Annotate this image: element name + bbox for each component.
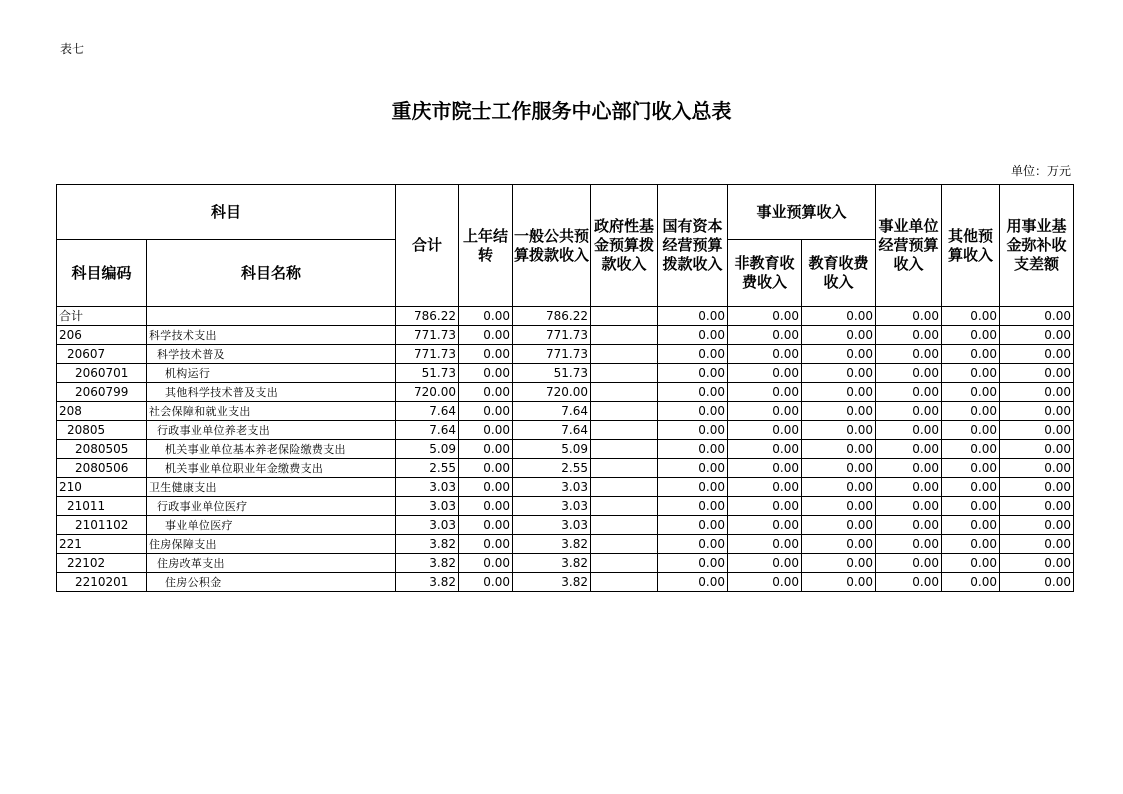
cell-carryover: 0.00: [459, 307, 513, 326]
cell-unit-op: 0.00: [876, 573, 942, 592]
cell-name: 住房公积金: [147, 573, 396, 592]
cell-code: 208: [57, 402, 147, 421]
page-title: 重庆市院士工作服务中心部门收入总表: [391, 99, 732, 123]
cell-name: [147, 307, 396, 326]
cell-carryover: 0.00: [459, 497, 513, 516]
cell-edu: 0.00: [802, 345, 876, 364]
cell-other: 0.00: [942, 497, 1000, 516]
cell-general: 5.09: [513, 440, 591, 459]
cell-edu: 0.00: [802, 364, 876, 383]
cell-general: 786.22: [513, 307, 591, 326]
cell-state: 0.00: [658, 326, 728, 345]
cell-fund: 0.00: [1000, 535, 1074, 554]
cell-other: 0.00: [942, 573, 1000, 592]
cell-carryover: 0.00: [459, 383, 513, 402]
cell-name: 机构运行: [147, 364, 396, 383]
cell-total: 3.82: [396, 573, 459, 592]
cell-edu: 0.00: [802, 326, 876, 345]
cell-other: 0.00: [942, 307, 1000, 326]
cell-gov: [591, 345, 658, 364]
cell-nonedu: 0.00: [728, 478, 802, 497]
cell-total: 786.22: [396, 307, 459, 326]
cell-gov: [591, 421, 658, 440]
cell-nonedu: 0.00: [728, 459, 802, 478]
table-row: [57, 440, 1074, 459]
header-subject: 科目: [57, 185, 396, 240]
cell-gov: [591, 383, 658, 402]
cell-carryover: 0.00: [459, 459, 513, 478]
cell-general: 3.82: [513, 573, 591, 592]
cell-nonedu: 0.00: [728, 497, 802, 516]
cell-unit-op: 0.00: [876, 364, 942, 383]
cell-nonedu: 0.00: [728, 326, 802, 345]
cell-general: 3.03: [513, 516, 591, 535]
cell-edu: 0.00: [802, 535, 876, 554]
cell-edu: 0.00: [802, 554, 876, 573]
cell-fund: 0.00: [1000, 573, 1074, 592]
cell-general: 7.64: [513, 402, 591, 421]
cell-gov: [591, 459, 658, 478]
cell-other: 0.00: [942, 554, 1000, 573]
table-row: [57, 307, 1074, 326]
cell-gov: [591, 516, 658, 535]
table-row: [57, 364, 1074, 383]
cell-other: 0.00: [942, 478, 1000, 497]
cell-state: 0.00: [658, 307, 728, 326]
cell-fund: 0.00: [1000, 345, 1074, 364]
header-gov-fund: 政府性基金预算拨款收入: [591, 185, 658, 307]
cell-nonedu: 0.00: [728, 345, 802, 364]
cell-carryover: 0.00: [459, 326, 513, 345]
cell-gov: [591, 364, 658, 383]
cell-edu: 0.00: [802, 516, 876, 535]
cell-carryover: 0.00: [459, 554, 513, 573]
cell-state: 0.00: [658, 535, 728, 554]
cell-gov: [591, 497, 658, 516]
table-row: [57, 554, 1074, 573]
cell-code: 2060701: [57, 364, 147, 383]
cell-total: 2.55: [396, 459, 459, 478]
table-row: [57, 535, 1074, 554]
cell-total: 771.73: [396, 326, 459, 345]
cell-fund: 0.00: [1000, 421, 1074, 440]
cell-state: 0.00: [658, 345, 728, 364]
cell-state: 0.00: [658, 497, 728, 516]
table-row: [57, 478, 1074, 497]
cell-carryover: 0.00: [459, 421, 513, 440]
table-body: [57, 307, 1074, 592]
cell-fund: 0.00: [1000, 383, 1074, 402]
cell-nonedu: 0.00: [728, 535, 802, 554]
cell-carryover: 0.00: [459, 573, 513, 592]
cell-name: 住房改革支出: [147, 554, 396, 573]
cell-carryover: 0.00: [459, 516, 513, 535]
cell-code: 2210201: [57, 573, 147, 592]
cell-carryover: 0.00: [459, 402, 513, 421]
cell-fund: 0.00: [1000, 497, 1074, 516]
cell-other: 0.00: [942, 383, 1000, 402]
header-business-budget: 事业预算收入: [728, 185, 876, 240]
cell-total: 3.03: [396, 497, 459, 516]
cell-general: 720.00: [513, 383, 591, 402]
table-row: [57, 402, 1074, 421]
cell-other: 0.00: [942, 440, 1000, 459]
cell-name: 行政事业单位医疗: [147, 497, 396, 516]
header-total: 合计: [396, 185, 459, 307]
cell-general: 771.73: [513, 345, 591, 364]
cell-other: 0.00: [942, 402, 1000, 421]
cell-name: 科学技术支出: [147, 326, 396, 345]
cell-nonedu: 0.00: [728, 440, 802, 459]
cell-general: 3.82: [513, 554, 591, 573]
cell-unit-op: 0.00: [876, 307, 942, 326]
cell-carryover: 0.00: [459, 440, 513, 459]
cell-total: 3.03: [396, 478, 459, 497]
cell-gov: [591, 326, 658, 345]
cell-state: 0.00: [658, 383, 728, 402]
cell-state: 0.00: [658, 554, 728, 573]
table-row: [57, 573, 1074, 592]
cell-gov: [591, 402, 658, 421]
cell-nonedu: 0.00: [728, 554, 802, 573]
cell-name: 事业单位医疗: [147, 516, 396, 535]
cell-code: 2101102: [57, 516, 147, 535]
cell-total: 771.73: [396, 345, 459, 364]
cell-name: 机关事业单位职业年金缴费支出: [147, 459, 396, 478]
cell-edu: 0.00: [802, 402, 876, 421]
cell-name: 行政事业单位养老支出: [147, 421, 396, 440]
cell-unit-op: 0.00: [876, 326, 942, 345]
cell-carryover: 0.00: [459, 478, 513, 497]
cell-unit-op: 0.00: [876, 497, 942, 516]
table-row: [57, 326, 1074, 345]
cell-name: 卫生健康支出: [147, 478, 396, 497]
cell-gov: [591, 573, 658, 592]
table-row: [57, 383, 1074, 402]
cell-code: 20805: [57, 421, 147, 440]
cell-total: 51.73: [396, 364, 459, 383]
cell-fund: 0.00: [1000, 440, 1074, 459]
header-carryover: 上年结转: [459, 185, 513, 307]
cell-unit-op: 0.00: [876, 402, 942, 421]
cell-state: 0.00: [658, 573, 728, 592]
cell-code: 2080505: [57, 440, 147, 459]
cell-nonedu: 0.00: [728, 516, 802, 535]
header-other-budget: 其他预算收入: [942, 185, 1000, 307]
cell-other: 0.00: [942, 364, 1000, 383]
cell-gov: [591, 478, 658, 497]
cell-unit-op: 0.00: [876, 554, 942, 573]
cell-code: 2060799: [57, 383, 147, 402]
cell-name: 社会保障和就业支出: [147, 402, 396, 421]
cell-gov: [591, 535, 658, 554]
cell-gov: [591, 554, 658, 573]
cell-name: 科学技术普及: [147, 345, 396, 364]
header-general-budget: 一般公共预算拨款收入: [513, 185, 591, 307]
cell-code: 210: [57, 478, 147, 497]
cell-edu: 0.00: [802, 307, 876, 326]
table-row: [57, 516, 1074, 535]
cell-unit-op: 0.00: [876, 440, 942, 459]
cell-other: 0.00: [942, 516, 1000, 535]
cell-total: 7.64: [396, 402, 459, 421]
cell-other: 0.00: [942, 535, 1000, 554]
cell-fund: 0.00: [1000, 459, 1074, 478]
cell-total: 3.82: [396, 554, 459, 573]
income-summary-table: [56, 184, 1074, 592]
cell-carryover: 0.00: [459, 345, 513, 364]
header-business-fund-supplement: 用事业基金弥补收支差额: [1000, 185, 1074, 307]
header-edu-fee: 教育收费收入: [802, 240, 876, 307]
cell-fund: 0.00: [1000, 364, 1074, 383]
cell-general: 771.73: [513, 326, 591, 345]
cell-total: 7.64: [396, 421, 459, 440]
cell-state: 0.00: [658, 459, 728, 478]
header-state-capital: 国有资本经营预算拨款收入: [658, 185, 728, 307]
cell-code: 21011: [57, 497, 147, 516]
cell-edu: 0.00: [802, 421, 876, 440]
cell-fund: 0.00: [1000, 326, 1074, 345]
cell-other: 0.00: [942, 326, 1000, 345]
cell-gov: [591, 440, 658, 459]
cell-total: 3.82: [396, 535, 459, 554]
cell-code: 206: [57, 326, 147, 345]
cell-code: 20607: [57, 345, 147, 364]
header-business-unit-operating: 事业单位经营预算收入: [876, 185, 942, 307]
cell-code: 合计: [57, 307, 147, 326]
cell-state: 0.00: [658, 440, 728, 459]
table-row: [57, 421, 1074, 440]
unit-label: 单位：万元: [1010, 164, 1071, 178]
cell-unit-op: 0.00: [876, 383, 942, 402]
cell-fund: 0.00: [1000, 554, 1074, 573]
cell-general: 3.82: [513, 535, 591, 554]
cell-carryover: 0.00: [459, 364, 513, 383]
table-row: [57, 497, 1074, 516]
cell-code: 2080506: [57, 459, 147, 478]
cell-edu: 0.00: [802, 459, 876, 478]
cell-nonedu: 0.00: [728, 573, 802, 592]
cell-other: 0.00: [942, 459, 1000, 478]
cell-other: 0.00: [942, 421, 1000, 440]
cell-state: 0.00: [658, 364, 728, 383]
cell-nonedu: 0.00: [728, 421, 802, 440]
cell-name: 机关事业单位基本养老保险缴费支出: [147, 440, 396, 459]
cell-fund: 0.00: [1000, 516, 1074, 535]
cell-state: 0.00: [658, 478, 728, 497]
cell-unit-op: 0.00: [876, 516, 942, 535]
cell-total: 720.00: [396, 383, 459, 402]
cell-general: 2.55: [513, 459, 591, 478]
cell-state: 0.00: [658, 516, 728, 535]
header-code: 科目编码: [57, 240, 147, 307]
cell-total: 3.03: [396, 516, 459, 535]
cell-code: 22102: [57, 554, 147, 573]
cell-unit-op: 0.00: [876, 535, 942, 554]
header-name: 科目名称: [147, 240, 396, 307]
cell-carryover: 0.00: [459, 535, 513, 554]
cell-edu: 0.00: [802, 383, 876, 402]
cell-nonedu: 0.00: [728, 364, 802, 383]
cell-general: 7.64: [513, 421, 591, 440]
cell-unit-op: 0.00: [876, 459, 942, 478]
table-row: [57, 345, 1074, 364]
cell-unit-op: 0.00: [876, 345, 942, 364]
cell-edu: 0.00: [802, 497, 876, 516]
cell-name: 其他科学技术普及支出: [147, 383, 396, 402]
cell-nonedu: 0.00: [728, 383, 802, 402]
table-row: [57, 459, 1074, 478]
cell-nonedu: 0.00: [728, 307, 802, 326]
cell-edu: 0.00: [802, 440, 876, 459]
cell-fund: 0.00: [1000, 402, 1074, 421]
cell-nonedu: 0.00: [728, 402, 802, 421]
cell-general: 51.73: [513, 364, 591, 383]
cell-other: 0.00: [942, 345, 1000, 364]
cell-unit-op: 0.00: [876, 421, 942, 440]
cell-code: 221: [57, 535, 147, 554]
cell-edu: 0.00: [802, 478, 876, 497]
cell-fund: 0.00: [1000, 307, 1074, 326]
cell-fund: 0.00: [1000, 478, 1074, 497]
cell-general: 3.03: [513, 497, 591, 516]
cell-state: 0.00: [658, 402, 728, 421]
cell-state: 0.00: [658, 421, 728, 440]
cell-unit-op: 0.00: [876, 478, 942, 497]
cell-gov: [591, 307, 658, 326]
cell-general: 3.03: [513, 478, 591, 497]
table-number-label: 表七: [60, 42, 85, 56]
cell-edu: 0.00: [802, 573, 876, 592]
cell-name: 住房保障支出: [147, 535, 396, 554]
cell-total: 5.09: [396, 440, 459, 459]
header-non-edu-fee: 非教育收费收入: [728, 240, 802, 307]
